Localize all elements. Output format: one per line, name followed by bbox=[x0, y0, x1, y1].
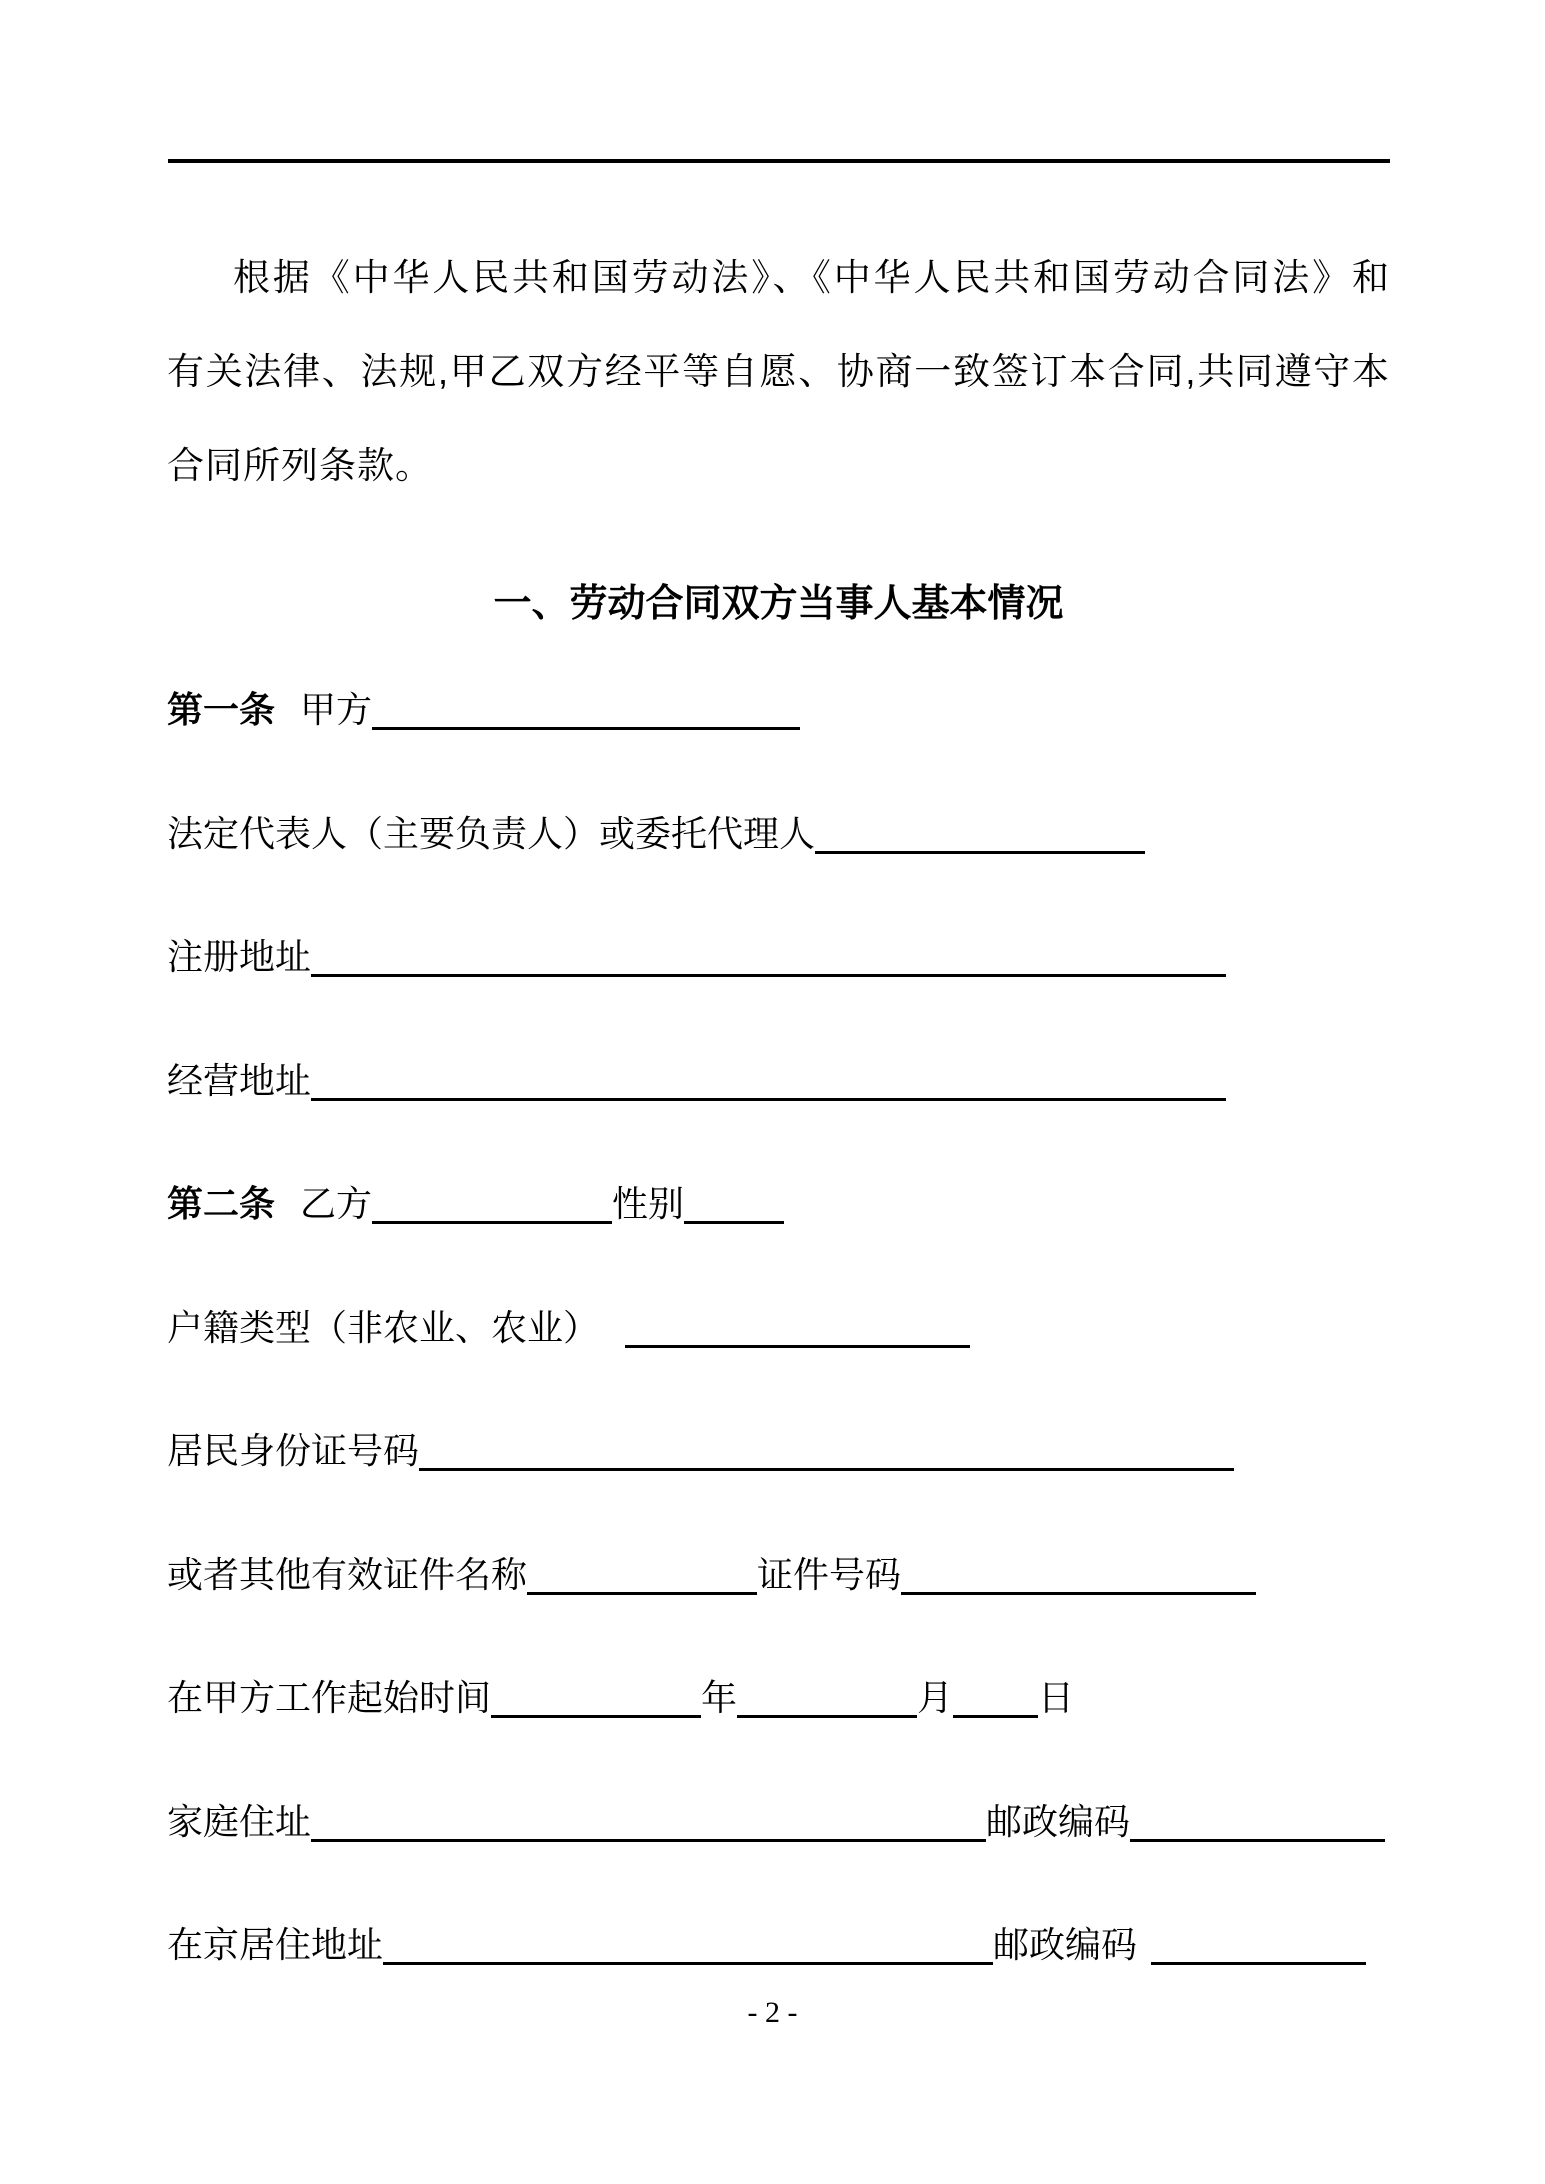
article-1-label: 第一条 bbox=[167, 689, 276, 730]
page-number: - 2 - bbox=[747, 1996, 798, 2029]
field-line-home-address bbox=[167, 1797, 1437, 1847]
section-heading: 一、劳动合同双方当事人基本情况 bbox=[493, 583, 1064, 625]
party-a-label: 甲方 bbox=[300, 689, 373, 730]
work-start-year-blank bbox=[491, 1712, 701, 1718]
id-card-number-blank bbox=[419, 1465, 1234, 1471]
certificate-number-label: 证件号码 bbox=[757, 1554, 902, 1595]
business-address-blank bbox=[311, 1095, 1226, 1101]
header-rule bbox=[168, 159, 1390, 163]
business-address-label: 经营地址 bbox=[167, 1060, 312, 1101]
field-line-business-address bbox=[167, 1056, 1437, 1106]
field-line-article-2-party-b bbox=[167, 1179, 1437, 1229]
field-line-household-type bbox=[167, 1303, 1437, 1353]
field-line-work-start-date bbox=[167, 1673, 1437, 1723]
party-a-name-blank bbox=[372, 724, 800, 730]
work-start-date-label: 在甲方工作起始时间 bbox=[167, 1677, 492, 1718]
party-b-name-blank bbox=[372, 1218, 612, 1224]
beijing-address-label: 在京居住地址 bbox=[167, 1924, 384, 1965]
registered-address-blank bbox=[311, 971, 1226, 977]
gender-blank bbox=[684, 1218, 784, 1224]
work-start-month-blank bbox=[737, 1712, 917, 1718]
intro-paragraph-line-3: 合同所列条款。 bbox=[167, 445, 433, 486]
year-label: 年 bbox=[701, 1677, 738, 1718]
legal-representative-blank bbox=[815, 848, 1145, 854]
field-line-article-1-party-a bbox=[167, 685, 1437, 735]
home-address-label: 家庭住址 bbox=[167, 1801, 312, 1842]
other-certificate-name-label: 或者其他有效证件名称 bbox=[167, 1554, 528, 1595]
intro-paragraph-line-1: 根据《中华人民共和国劳动法》、《中华人民共和国劳动合同法》和 bbox=[233, 257, 1390, 298]
field-line-legal-representative bbox=[167, 809, 1437, 859]
beijing-postcode-blank bbox=[1151, 1959, 1366, 1965]
day-label: 日 bbox=[1038, 1677, 1075, 1718]
legal-representative-label: 法定代表人（主要负责人）或委托代理人 bbox=[167, 813, 816, 854]
home-postcode-label: 邮政编码 bbox=[986, 1801, 1131, 1842]
household-type-blank bbox=[625, 1342, 970, 1348]
party-b-label: 乙方 bbox=[300, 1183, 373, 1224]
household-type-label: 户籍类型（非农业、农业） bbox=[167, 1307, 600, 1348]
article-2-label: 第二条 bbox=[167, 1183, 276, 1224]
work-start-day-blank bbox=[953, 1712, 1038, 1718]
field-line-registered-address bbox=[167, 932, 1437, 982]
month-label: 月 bbox=[917, 1677, 954, 1718]
beijing-address-blank bbox=[383, 1959, 993, 1965]
field-line-other-certificate bbox=[167, 1550, 1437, 1600]
home-address-blank bbox=[311, 1836, 986, 1842]
intro-paragraph-line-2: 有关法律、法规,甲乙双方经平等自愿、协商一致签订本合同,共同遵守本 bbox=[167, 351, 1390, 392]
field-line-id-card-number bbox=[167, 1426, 1437, 1476]
id-card-number-label: 居民身份证号码 bbox=[167, 1430, 420, 1471]
home-postcode-blank bbox=[1130, 1836, 1385, 1842]
certificate-number-blank bbox=[901, 1589, 1256, 1595]
registered-address-label: 注册地址 bbox=[167, 936, 312, 977]
beijing-postcode-label: 邮政编码 bbox=[993, 1924, 1138, 1965]
other-certificate-name-blank bbox=[527, 1589, 757, 1595]
field-line-beijing-residence-address bbox=[167, 1920, 1437, 1970]
gender-label: 性别 bbox=[612, 1183, 685, 1224]
